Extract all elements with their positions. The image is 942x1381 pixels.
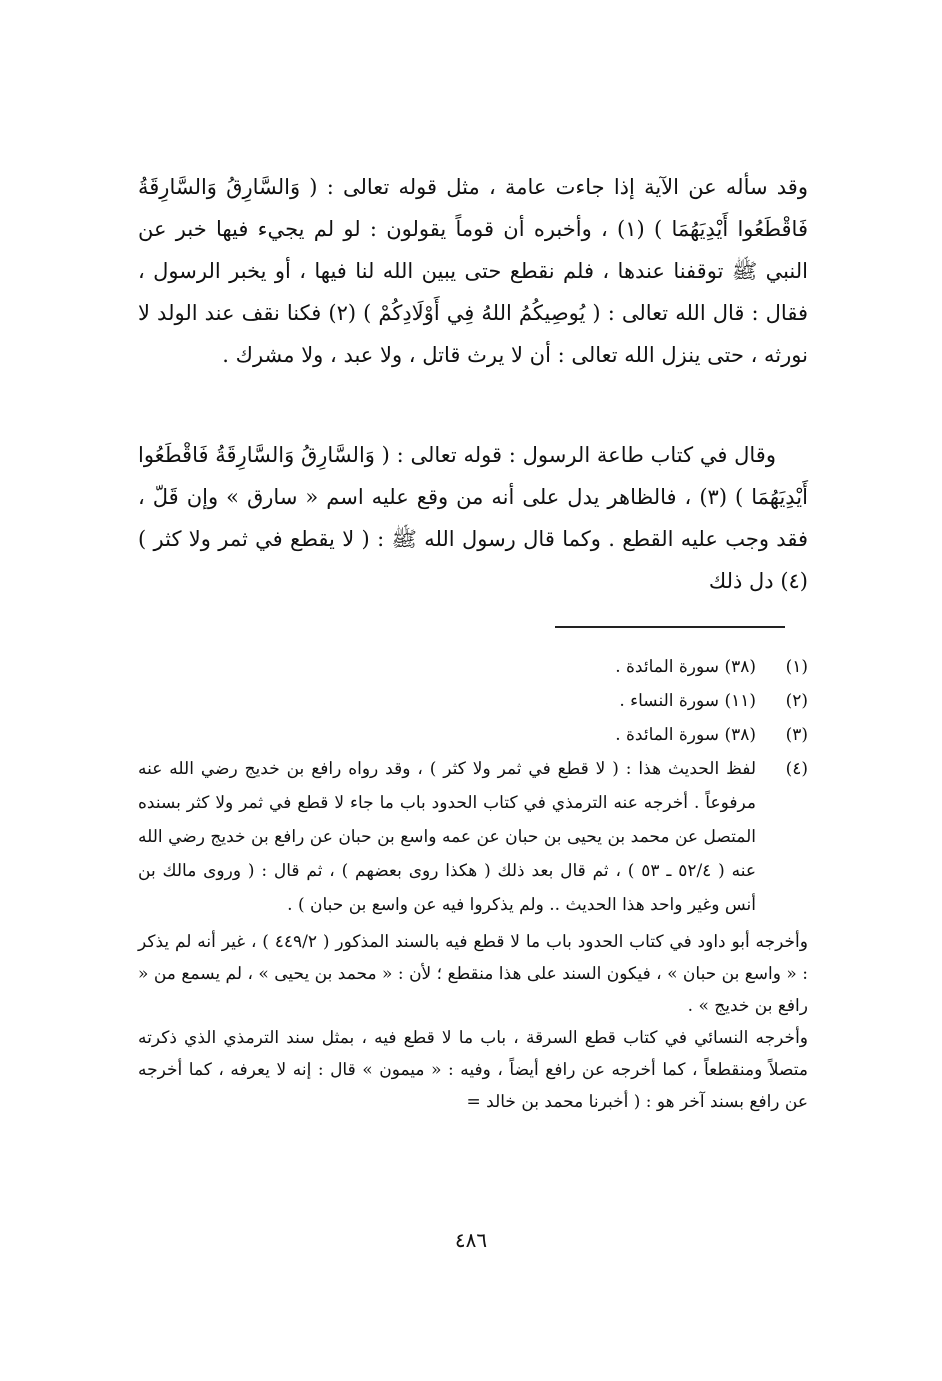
footnote-text: (٣٨) سورة المائدة .: [615, 725, 756, 745]
footnote-2: [138, 684, 808, 718]
footnote-4: [138, 752, 808, 922]
footnote-1: [138, 650, 808, 684]
body-paragraph-1: [138, 166, 808, 376]
footnote-separator: [555, 626, 785, 628]
paragraph-text: وقد سأله عن الآية إذا جاءت عامة ، مثل قوله تعالى : ( وَالسَّارِقُ وَالسَّارِقَةُ فَاقْطَعُوا أَيْدِيَهُمَا ) (١) ، وأخبره أن قوماً يقولون : لو لم يجيء فيها خبر عن النبي ﷺ توقفنا عندها ، فلم نقطع حتى يبين الله لنا فيها ، أو يخبر الرسول ، فقال : قال الله تعالى : ( يُوصِيكُمُ اللهُ فِي أَوْلَادِكُمْ ) (٢) فكنا نقف عند الولد لا نورثه ، حتى ينزل الله تعالى : أن لا يرث قاتل ، ولا عبد ، ولا مشرك .: [138, 175, 808, 367]
footnote-continuation-1: وأخرجه أبو داود في كتاب الحدود باب ما لا قطع فيه بالسند المذكور ( ٤٤٩/٢ ) ، غير أنه لم يذكر : « واسع بن حبان » ، فيكون السند على هذا منقطع ؛ لأن : « محمد بن يحيى » ، لم يسمع من « رافع بن خديج » .: [138, 932, 808, 1016]
footnote-continuation-2: وأخرجه النسائي في كتاب قطع السرقة ، باب ما لا قطع فيه ، بمثل سند الترمذي الذي ذكرته متصلاً ومنقطعاً ، كما أخرجه عن رافع أيضاً ، وفيه : « ميمون » قال : إنه لا يعرفه ، كما أخرجه عن رافع بسند آخر هو : ( أخبرنا محمد بن خالد =: [138, 1028, 808, 1112]
footnote-text: (٣٨) سورة المائدة .: [615, 657, 756, 677]
footnote-text: لفظ الحديث هذا : ( لا قطع في ثمر ولا كثر ) ، وقد رواه رافع بن خديج رضي الله عنه مرفوعاً . أخرجه عنه الترمذي في كتاب الحدود باب ما جاء لا قطع في ثمر ولا كثر بسنده المتصل عن محمد بن يحيى بن حبان عن عمه واسع بن حبان عن رافع بن خديج رضي الله عنه ( ٥٢/٤ ـ ٥٣ ) ، ثم قال بعد ذلك ( هكذا روى بعضهم ) ، ثم قال : ( وروى مالك بن أنس وغير واحد هذا الحديث .. ولم يذكروا فيه عن واسع بن حبان ) .: [138, 759, 756, 915]
footnote-number: (١): [785, 657, 808, 677]
footnote-number: (٢): [785, 691, 808, 711]
footnote-3: [138, 718, 808, 752]
footnote-number: (٤): [785, 759, 808, 779]
body-paragraph-2: [138, 434, 808, 602]
footnotes: [138, 650, 808, 1118]
page-number: ٤٨٦: [454, 1228, 488, 1252]
footnote-text: (١١) سورة النساء .: [619, 691, 756, 711]
footnote-number: (٣): [785, 725, 808, 745]
paragraph-text: وقال في كتاب طاعة الرسول : قوله تعالى : ( وَالسَّارِقُ وَالسَّارِقَةُ فَاقْطَعُوا أَيْدِيَهُمَا ) (٣) ، فالظاهر يدل على أنه من وقع عليه اسم « سارق » وإن قَلّ ، فقد وجب عليه القطع . وكما قال رسول الله ﷺ : ( لا يقطع في ثمر ولا كثر ) (٤) دل ذلك: [138, 443, 808, 593]
